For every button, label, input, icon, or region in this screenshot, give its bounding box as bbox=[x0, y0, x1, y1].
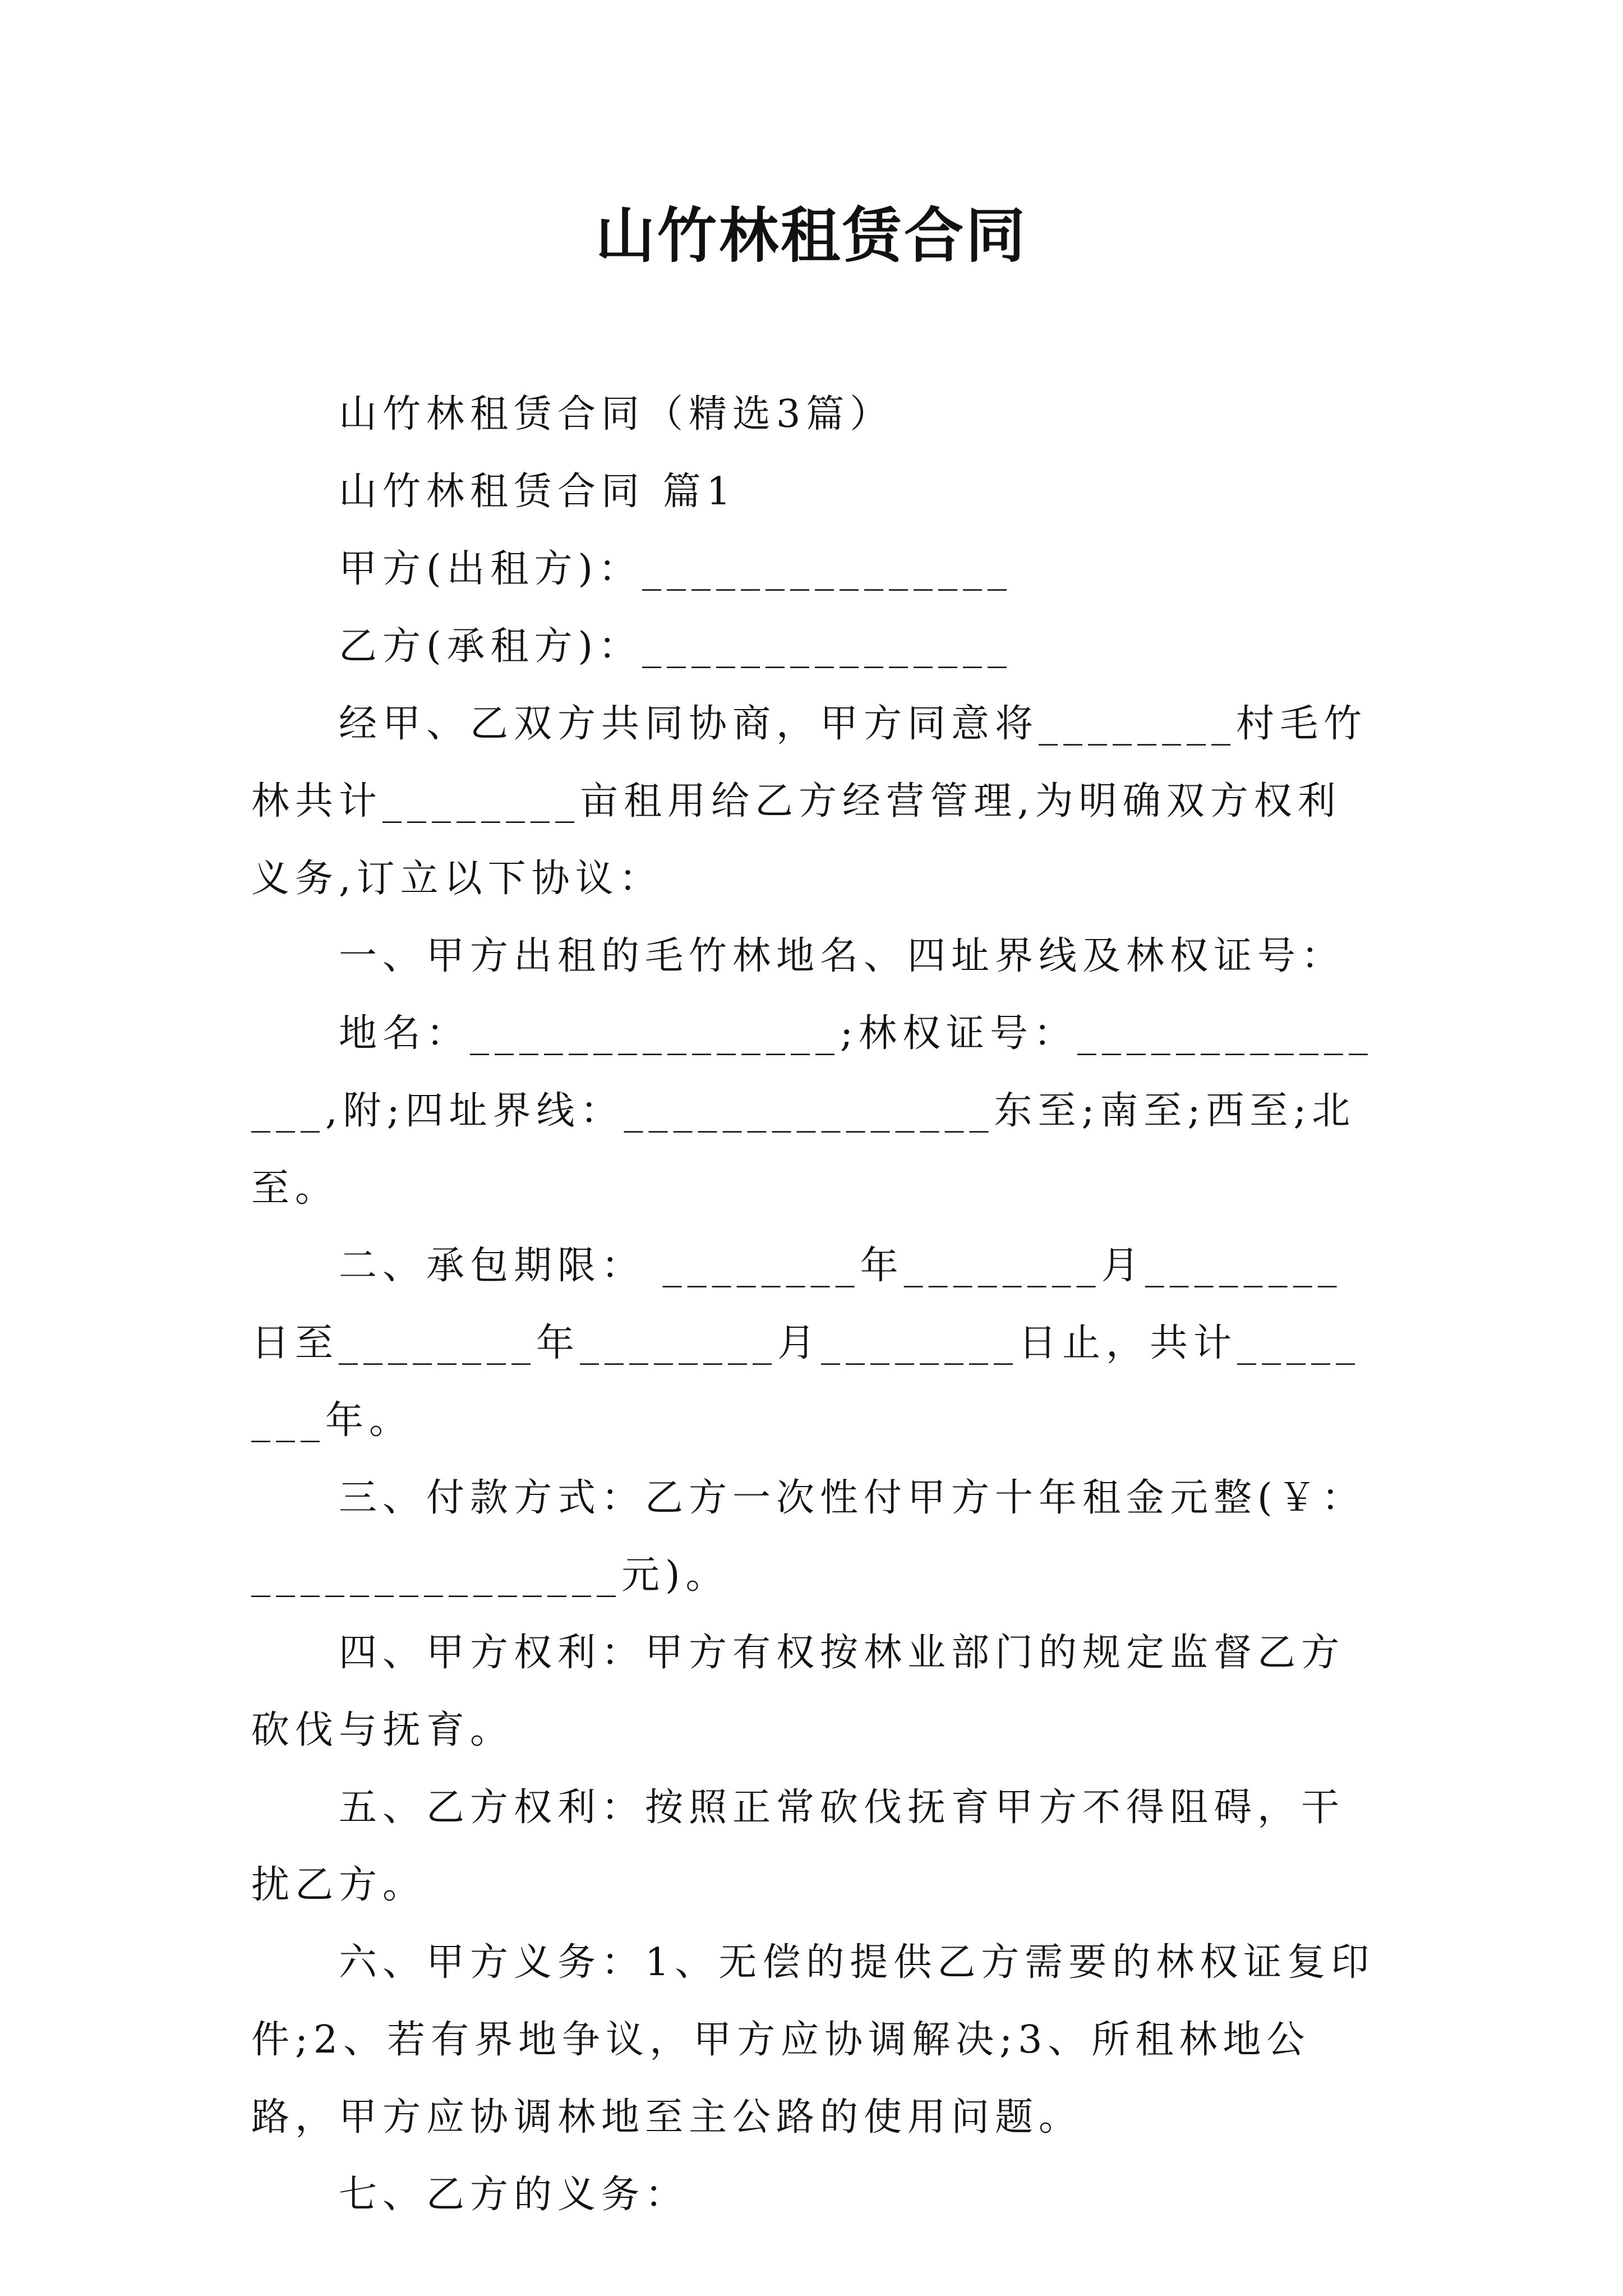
paragraph-party-a: 甲方(出租方)：_______________ bbox=[339, 547, 1013, 591]
document-body bbox=[251, 376, 1384, 2234]
paragraph-subtitle: 山竹林租赁合同（精选3篇） bbox=[339, 392, 894, 436]
paragraph-clause-1-details: 地名：_______________;林权证号：_______________,附;四址界线：_______________东至;南至;西至;北至。 bbox=[251, 1011, 1373, 1211]
paragraph-preamble: 经甲、乙双方共同协商，甲方同意将________村毛竹林共计________亩租用给乙方经营管理,为明确双方权利义务,订立以下协议： bbox=[251, 702, 1368, 901]
paragraph-section-heading: 山竹林租赁合同 篇1 bbox=[339, 470, 736, 514]
paragraph-clause-3: 三、付款方式：乙方一次性付甲方十年租金元整(￥：_______________元)。 bbox=[251, 1476, 1366, 1598]
paragraph-clause-6: 六、甲方义务：1、无偿的提供乙方需要的林权证复印件;2、若有界地争议，甲方应协调解决;3、所租林地公路，甲方应协调林地至主公路的使用问题。 bbox=[251, 1940, 1375, 2139]
paragraph-clause-4: 四、甲方权利：甲方有权按林业部门的规定监督乙方砍伐与抚育。 bbox=[251, 1631, 1345, 1752]
paragraph-party-b: 乙方(承租方)：_______________ bbox=[339, 624, 1013, 669]
paragraph-clause-2: 二、承包期限： ________年________月________日至________年________月________日止，共计________年。 bbox=[251, 1244, 1361, 1443]
document-title: 山竹林租赁合同 bbox=[596, 200, 1027, 270]
paragraph-clause-7: 七、乙方的义务： bbox=[339, 2173, 689, 2217]
paragraph-clause-1: 一、甲方出租的毛竹林地名、四址界线及林权证号： bbox=[339, 934, 1345, 978]
paragraph-clause-5: 五、乙方权利：按照正常砍伐抚育甲方不得阻碍，干扰乙方。 bbox=[251, 1786, 1345, 1907]
